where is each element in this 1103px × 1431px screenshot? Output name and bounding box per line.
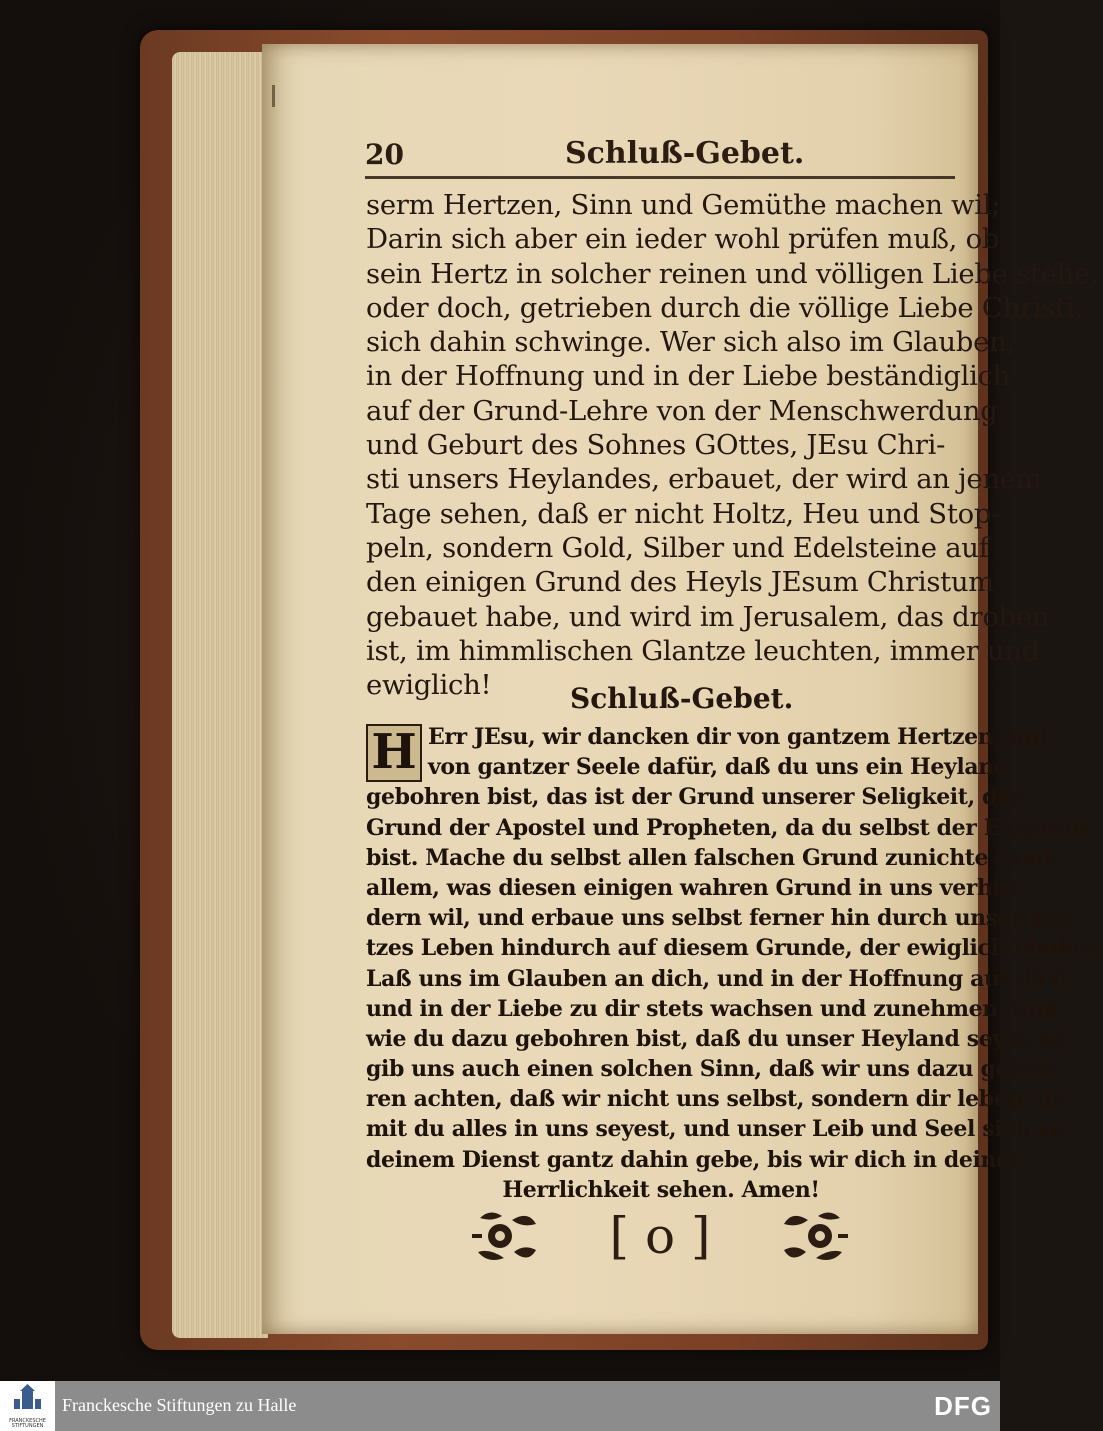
prayer-line: und in der Liebe zu dir stets wachsen und zunehmen; und xyxy=(366,995,1059,1022)
ornament-center-mark: [ o ] xyxy=(609,1207,711,1265)
text-line: sich dahin schwinge. Wer sich also im Glauben, xyxy=(366,326,1015,359)
text-line: oder doch, getrieben durch die völlige Liebe Christi, xyxy=(366,291,1083,324)
prayer-line: mit du alles in uns seyest, und unser Leib und Seel sich zu xyxy=(366,1116,1066,1143)
institution-name[interactable]: Franckesche Stiftungen zu Halle xyxy=(62,1395,297,1415)
dfg-logo[interactable]: DFG xyxy=(934,1391,992,1421)
text-line: auf der Grund-Lehre von der Menschwerdung xyxy=(366,394,998,427)
prayer-line: Grund der Apostel und Propheten, da du selbst der Eckstein xyxy=(366,814,1087,841)
prayer-heading: Schluß-Gebet. xyxy=(570,682,794,715)
prayer-line: ren achten, daß wir nicht uns selbst, sondern dir leben, da- xyxy=(366,1086,1075,1113)
prayer-line: wie du dazu gebohren bist, daß du unser Heyland seyst, so xyxy=(366,1025,1068,1052)
header-rule xyxy=(365,176,955,179)
text-line: Tage sehen, daß er nicht Holtz, Heu und Stop- xyxy=(366,497,1001,530)
ornament-row xyxy=(470,1206,850,1266)
prayer-line: allem, was diesen einigen wahren Grund in uns verhin- xyxy=(366,874,1025,901)
flower-ornament-icon xyxy=(780,1206,850,1266)
text-line: sti unsers Heylandes, erbauet, der wird an jenem xyxy=(366,463,1042,496)
prayer-line: dern wil, und erbaue uns selbst ferner hin durch unser gan- xyxy=(366,905,1083,932)
prayer-text xyxy=(366,722,1103,1205)
text-line: sein Hertz in solcher reinen und völligen Liebe stehe, xyxy=(366,257,1099,290)
running-title: Schluß-Gebet. xyxy=(565,136,805,171)
prayer-line: Laß uns im Glauben an dich, und in der Hoffnung auf dich, xyxy=(366,965,1075,992)
prayer-line: gebohren bist, das ist der Grund unserer Seligkeit, der xyxy=(366,784,1022,811)
body-text xyxy=(366,188,1099,702)
text-line: ewiglich! xyxy=(366,669,492,702)
prayer-line: Herrlichkeit sehen. Amen! xyxy=(502,1176,820,1203)
viewer-footer xyxy=(0,1381,1000,1431)
text-line: Darin sich aber ein ieder wohl prüfen muß, ob xyxy=(366,223,1000,256)
text-line: serm Hertzen, Sinn und Gemüthe machen wil; xyxy=(366,189,1001,221)
decorated-initial: H xyxy=(366,724,422,782)
text-line: gebauet habe, und wird im Jerusalem, das droben xyxy=(366,600,1050,633)
prayer-line: Err JEsu, wir dancken dir von gantzem Hertzen und xyxy=(428,724,1047,750)
prayer-line: gib uns auch einen solchen Sinn, daß wir uns dazu geboh- xyxy=(366,1056,1063,1083)
page-edges xyxy=(172,52,268,1338)
prayer-line: tzes Leben hindurch auf diesem Grunde, der ewiglich bleibet. xyxy=(366,935,1103,962)
text-line: ist, im himmlischen Glantze leuchten, immer und xyxy=(366,634,1040,667)
prayer-line: deinem Dienst gantz dahin gebe, bis wir dich in deiner xyxy=(366,1146,1021,1173)
institution-logo[interactable] xyxy=(0,1381,55,1431)
building-logo-icon xyxy=(0,1381,55,1419)
flower-ornament-icon xyxy=(470,1206,540,1266)
prayer-line: von gantzer Seele dafür, daß du uns ein Heyland xyxy=(428,754,1009,781)
logo-text: FRANCKESCHE STIFTUNGEN xyxy=(9,1418,46,1429)
text-line: den einigen Grund des Heyls JEsum Christum xyxy=(366,566,995,599)
gutter-mark xyxy=(272,85,275,107)
prayer-line: bist. Mache du selbst allen falschen Grund zunichte samt xyxy=(366,844,1054,871)
page-number: 20 xyxy=(365,138,404,171)
text-line: und Geburt des Sohnes GOttes, JEsu Chri- xyxy=(366,429,946,462)
page-header xyxy=(365,134,955,174)
text-line: in der Hoffnung und in der Liebe beständiglich xyxy=(366,360,1011,393)
text-line: peln, sondern Gold, Silber und Edelsteine auf xyxy=(366,531,989,564)
